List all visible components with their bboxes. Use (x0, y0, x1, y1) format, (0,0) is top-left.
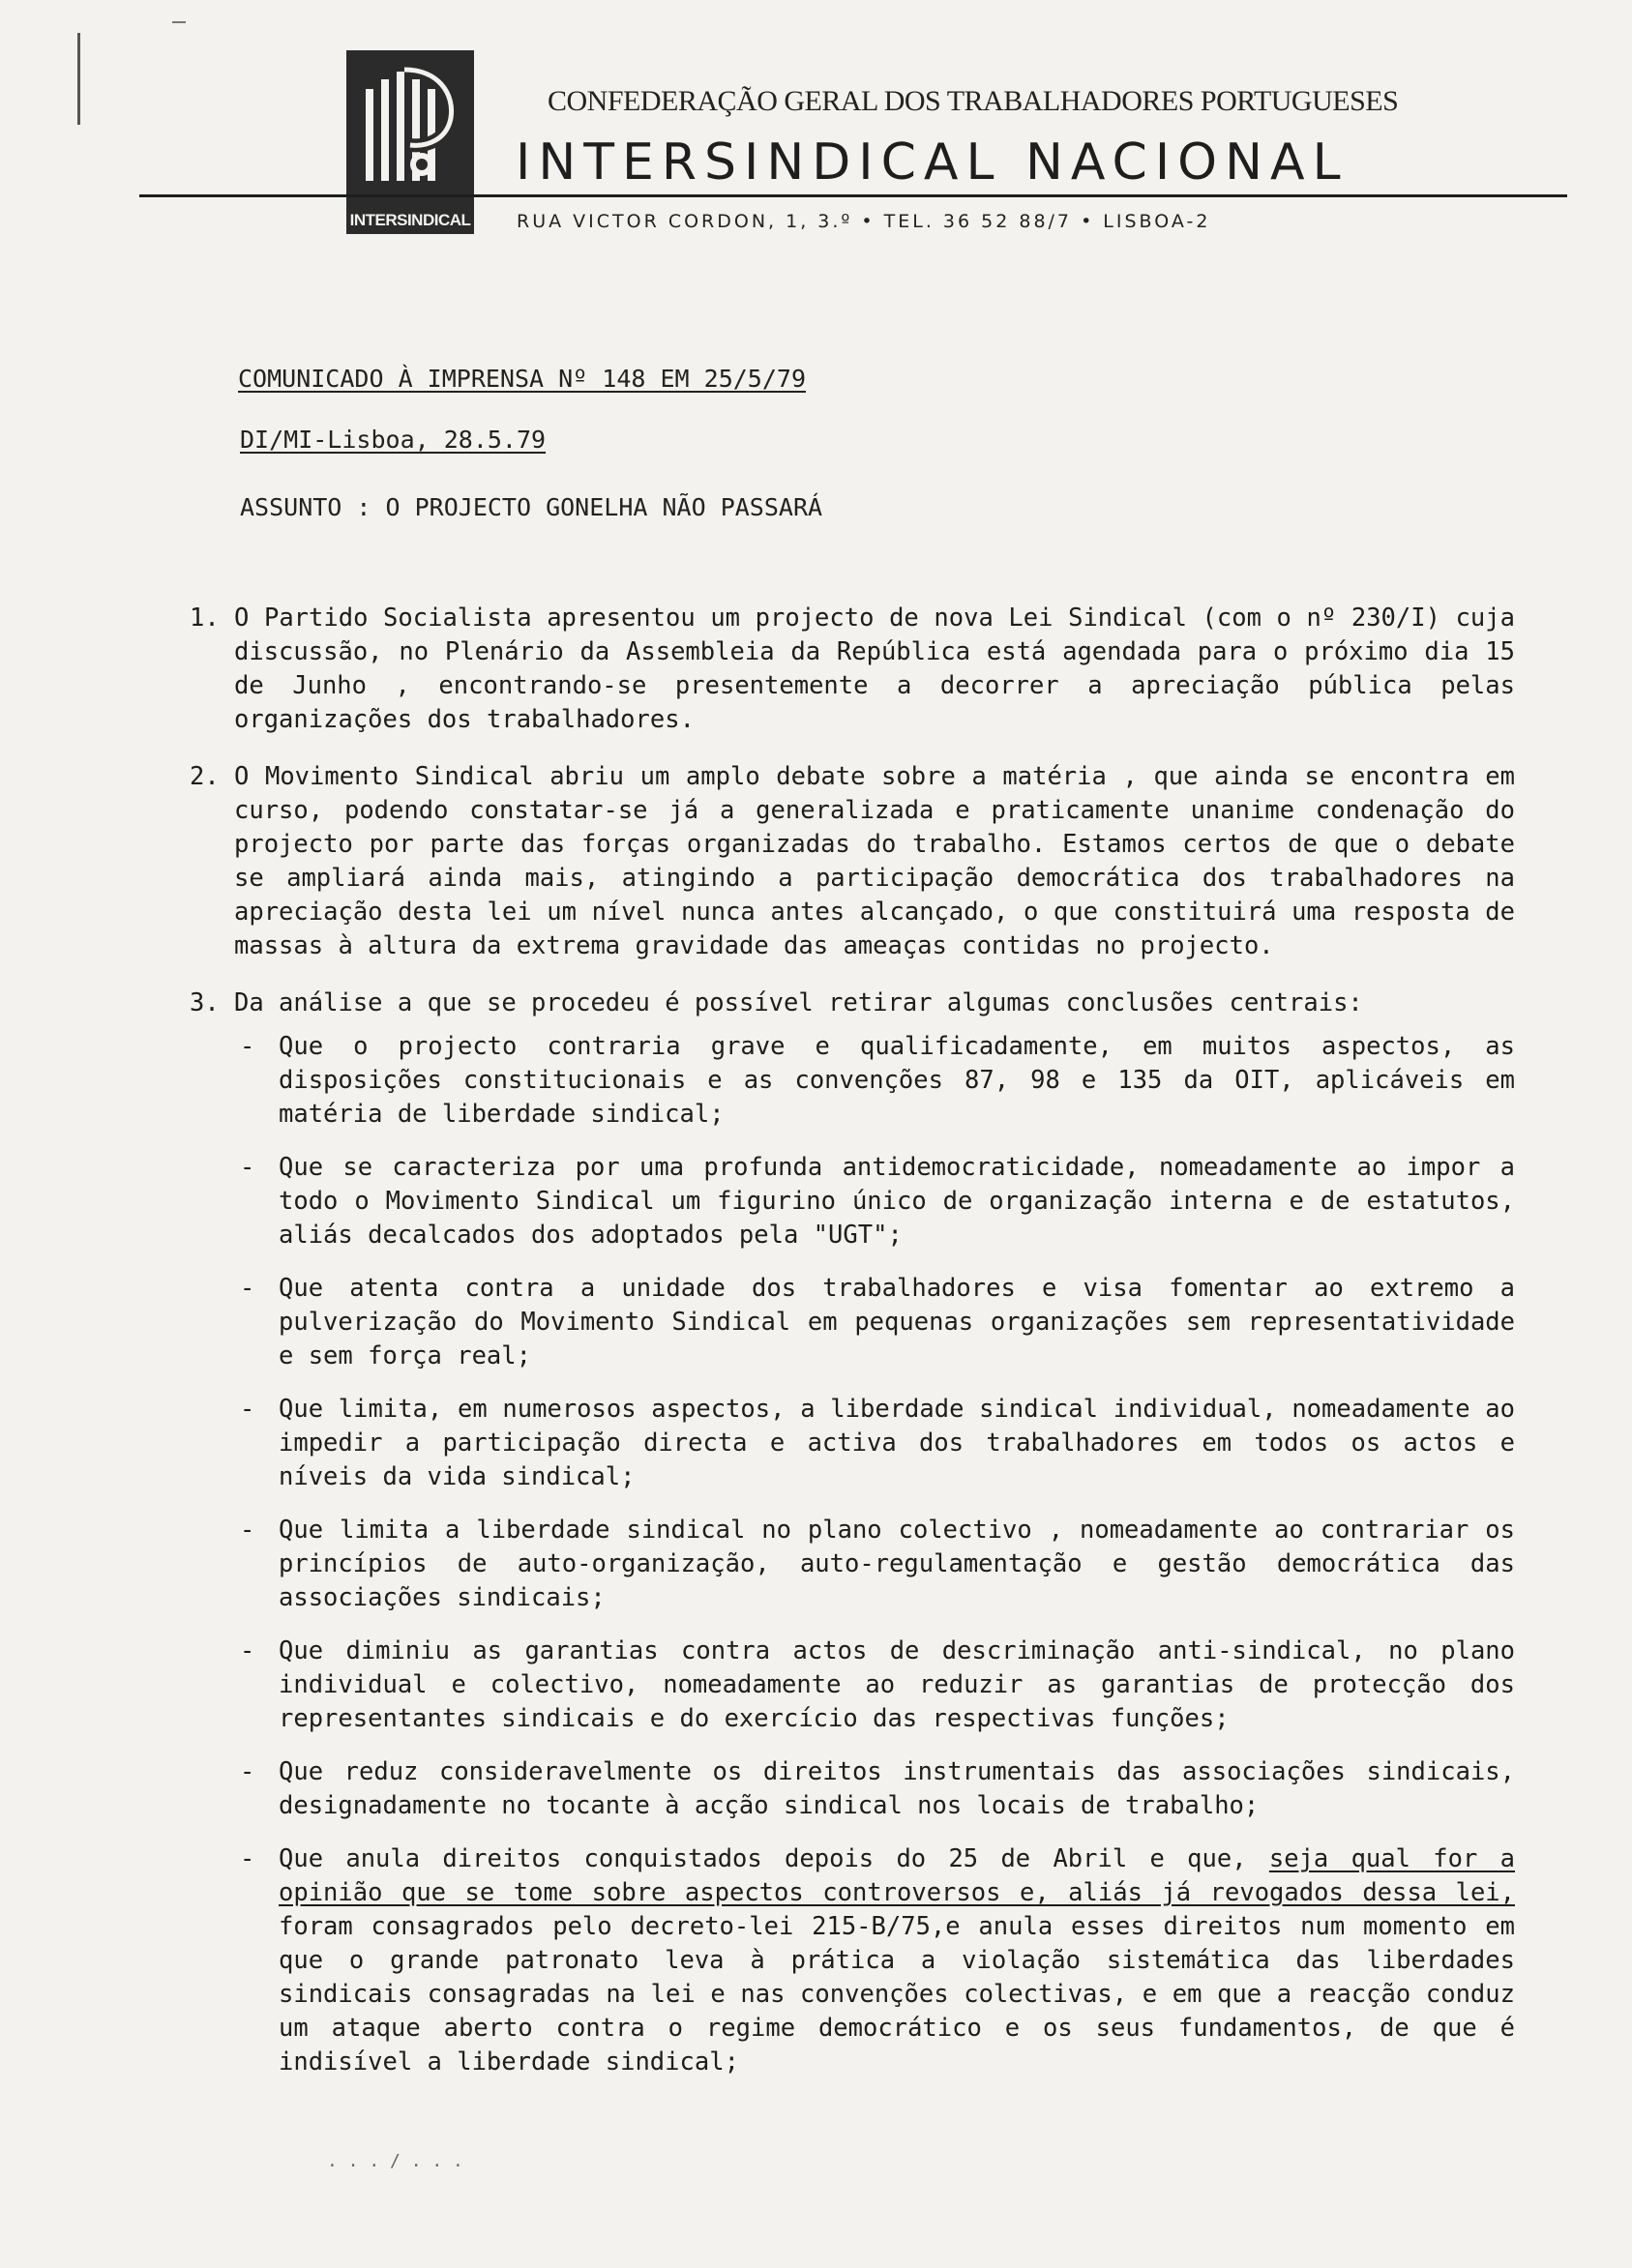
underlined-text: seja qual for a opinião que se tome sobre aspectos controversos e, aliás já revogados dessa lei, (279, 1844, 1515, 1907)
subject-line: ASSUNTO : O PROJECTO GONELHA NÃO PASSARÁ (240, 493, 823, 521)
letterhead-rule (139, 194, 1567, 197)
logo-label: INTERSINDICAL (349, 211, 471, 229)
list-item-text: Que se caracteriza por uma profunda antidemocraticidade, nomeadamente ao impor a todo o Movimento Sindical um figurino único de organização interna e de estatutos, aliás decalcados dos adoptados pela "UGT"; (279, 1153, 1515, 1250)
list-item-text: Que diminiu as garantias contra actos de descriminação anti-sindical, no plano individual e colectivo, nomeadamente ao reduzir as garantias de protecção dos representantes sindicais e do exercício das respectivas funções; (279, 1636, 1515, 1733)
list-item-text: Que o projecto contraria grave e qualificadamente, em muitos aspectos, as disposições constitucionais e as convenções 87, 98 e 135 da OIT, aplicáveis em matéria de liberdade sindical; (279, 1032, 1515, 1129)
scan-mark (77, 33, 80, 125)
list-item-text (279, 1842, 1515, 2079)
list-item-text: Que limita, em numerosos aspectos, a liberdade sindical individual, nomeadamente ao impedir a participação directa e activa dos trabalhadores em todos os actos e níveis da vida sindical; (279, 1395, 1515, 1491)
list-dash: - (240, 1274, 255, 1303)
list-item (240, 1393, 1515, 1494)
paragraph-text: O Movimento Sindical abriu um amplo debate sobre a matéria , que ainda se encontra em curso, podendo constatar-se já a generalizada e praticamente unanime condenação do projecto por parte das forças organizadas do trabalho. Estamos certos de que o debate se ampliará ainda mais, atingindo a participação democrática dos trabalhadores na apreciação desta lei um nível nunca antes alcançado, o que constituirá uma resposta de massas à altura da extrema gravidade das ameaças contidas no projecto. (234, 762, 1515, 960)
list-dash: - (240, 1153, 255, 1182)
paragraph-number: 3. (190, 988, 220, 1017)
text-segment: Que anula direitos conquistados depois do 25 de Abril e que, (279, 1844, 1269, 1873)
list-dash: - (240, 1032, 255, 1061)
organization-address: RUA VICTOR CORDON, 1, 3.º • TEL. 36 52 88/7 • LISBOA-2 (517, 211, 1211, 232)
list-item (240, 1272, 1515, 1373)
organization-name: INTERSINDICAL NACIONAL (516, 133, 1349, 191)
list-dash: - (240, 1516, 255, 1545)
communique-title: COMUNICADO À IMPRENSA Nº 148 EM 25/5/79 (238, 365, 806, 393)
text-segment: foram consagrados pelo decreto-lei 215-B/75,e anula esses direitos num momento em que o grande patronato leva à prática a violação sistemática das liberdades sindicais consagradas na lei e nas convenções colectivas, e em que a reacção conduz um ataque aberto contra o regime democrático e os seus fundamentos, de que é indisível a liberdade sindical; (279, 1912, 1515, 2077)
conclusions-list (240, 1030, 1515, 2079)
intersindical-logo (346, 50, 474, 234)
reference-line: DI/MI-Lisboa, 28.5.79 (240, 426, 547, 454)
logo-emblem-icon (346, 50, 474, 205)
paragraph-text: Da análise a que se procedeu é possível retirar algumas conclusões centrais: (234, 988, 1363, 1017)
list-dash: - (240, 1757, 255, 1786)
scan-mark (172, 21, 186, 23)
list-item-text: Que limita a liberdade sindical no plano colectivo , nomeadamente ao contrariar os princípios de auto-organização, auto-regulamentação e gestão democrática das associações sindicais; (279, 1516, 1515, 1612)
list-item (240, 1842, 1515, 2079)
paragraph-3 (190, 987, 1515, 1020)
list-item-text: Que atenta contra a unidade dos trabalhadores e visa fomentar ao extremo a pulverização do Movimento Sindical em pequenas organizações sem representatividade e sem força real; (279, 1274, 1515, 1370)
list-dash: - (240, 1395, 255, 1424)
continuation-marker: . . . / . . . (327, 2151, 463, 2171)
list-item (240, 1151, 1515, 1252)
list-item-text: Que reduz consideravelmente os direitos instrumentais das associações sindicais, designadamente no tocante à acção sindical nos locais de trabalho; (279, 1757, 1515, 1820)
list-item (240, 1030, 1515, 1132)
list-dash: - (240, 1636, 255, 1665)
list-dash: - (240, 1844, 255, 1873)
paragraph-2 (190, 760, 1515, 963)
paragraph-text: O Partido Socialista apresentou um projecto de nova Lei Sindical (com o nº 230/I) cuja discussão, no Plenário da Assembleia da República está agendada para o próximo dia 15 de Junho , encontrando-se presentemente a decorrer a apreciação pública pelas organizações dos trabalhadores. (234, 604, 1515, 734)
confederation-name: CONFEDERAÇÃO GERAL DOS TRABALHADORES PORTUGUESES (548, 85, 1399, 117)
list-item (240, 1755, 1515, 1823)
paragraph-number: 1. (190, 604, 220, 633)
list-item (240, 1514, 1515, 1615)
paragraph-number: 2. (190, 762, 220, 791)
list-item (240, 1635, 1515, 1736)
paragraph-1 (190, 602, 1515, 737)
communique-body (190, 602, 1515, 2099)
